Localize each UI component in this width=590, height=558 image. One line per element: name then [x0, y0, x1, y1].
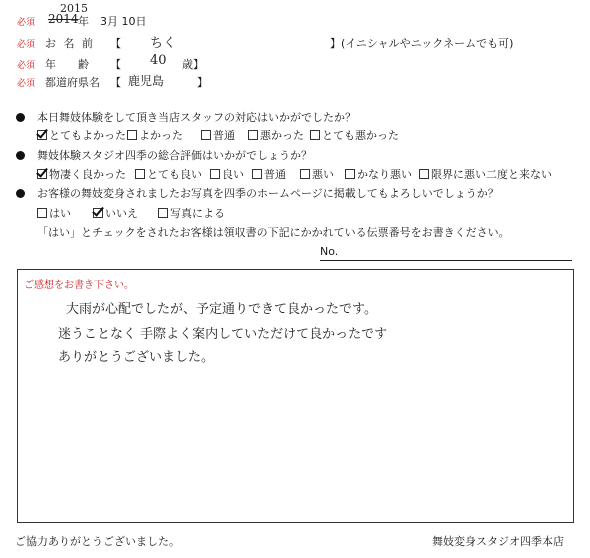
pref-value: 鹿児島 [128, 74, 165, 88]
comment-line-1: 大雨が心配でしたが、予定通りできて良かったです。 [66, 302, 377, 317]
name-label: お 名 前 [45, 37, 95, 50]
q1-option-3[interactable]: 普通 [201, 127, 235, 143]
q1-option-2[interactable]: よかった [127, 127, 183, 143]
year-written: 2015 [60, 2, 88, 15]
q1-option-5[interactable]: とても悪かった [310, 127, 399, 143]
checkbox-checked-icon[interactable] [37, 169, 47, 179]
age-close: 歳】 [182, 58, 204, 71]
q2-option-5[interactable]: 悪い [300, 166, 334, 182]
checkbox-icon[interactable] [310, 130, 320, 140]
required-label: 必須 [17, 18, 36, 28]
q2-option-3[interactable]: 良い [210, 166, 244, 182]
date-suffix: 年 3月 10日 [78, 15, 147, 28]
name-close-note: 】(イニシャルやニックネームでも可) [330, 37, 514, 50]
checkbox-icon[interactable] [158, 208, 168, 218]
checkbox-icon[interactable] [135, 169, 145, 179]
checkbox-icon[interactable] [252, 169, 262, 179]
checkbox-icon[interactable] [300, 169, 310, 179]
checkbox-icon[interactable] [419, 169, 429, 179]
checkbox-checked-icon[interactable] [93, 208, 103, 218]
name-open-bracket: 【 [110, 37, 121, 50]
pref-open-bracket: 【 [110, 76, 121, 89]
bullet-icon [16, 113, 25, 122]
pref-close: 】 [197, 76, 208, 89]
q1-option-4[interactable]: 悪かった [248, 127, 304, 143]
publish-note: 「はい」とチェックをされたお客様は領収書の下記にかかれている伝票番号をお書きください。 [37, 226, 510, 239]
q1-option-1[interactable]: とてもよかった [37, 127, 126, 143]
question-2: 舞妓体験スタジオ四季の総合評価はいかがでしょうか？ [37, 149, 312, 162]
age-open-bracket: 【 [110, 58, 121, 71]
comment-line-2: 迷うことなく 手際よく案内していただけて良かったです [58, 327, 388, 342]
question-1: 本日舞妓体験をして頂き当店スタッフの対応はいかがでしたか？ [37, 111, 356, 124]
required-label: 必須 [17, 61, 36, 71]
q3-option-2[interactable]: いいえ [93, 205, 138, 221]
name-value: ちく [150, 36, 177, 51]
checkbox-icon[interactable] [37, 208, 47, 218]
required-label: 必須 [17, 40, 36, 50]
q2-option-4[interactable]: 普通 [252, 166, 286, 182]
q2-option-6[interactable]: かなり悪い [345, 166, 412, 182]
q2-option-1[interactable]: 物凄く良かった [37, 166, 126, 182]
number-underline [320, 260, 572, 261]
required-label: 必須 [17, 79, 36, 89]
q2-option-7[interactable]: 限界に悪い二度と来ない [419, 166, 552, 182]
number-label: No. [320, 245, 339, 258]
year-struck: 2014 [48, 12, 79, 26]
pref-label: 都道府県名 [45, 76, 100, 89]
comment-line-3: ありがとうございました。 [58, 350, 215, 365]
question-3: お客様の舞妓変身されましたお写真を四季のホームページに掲載してもよろしいでしょうか？ [37, 187, 499, 200]
comment-box[interactable] [17, 269, 574, 523]
age-label: 年 齢 [45, 58, 89, 71]
checkbox-icon[interactable] [210, 169, 220, 179]
q2-option-2[interactable]: とても良い [135, 166, 202, 182]
bullet-icon [16, 189, 25, 198]
checkbox-icon[interactable] [345, 169, 355, 179]
age-value: 40 [150, 53, 167, 68]
checkbox-checked-icon[interactable] [37, 130, 47, 140]
footer-shop-name: 舞妓変身スタジオ四季本店 [432, 535, 564, 548]
bullet-icon [16, 151, 25, 160]
comment-hint: ご感想をお書き下さい。 [24, 280, 134, 291]
q3-option-3[interactable]: 写真による [158, 205, 225, 221]
checkbox-icon[interactable] [248, 130, 258, 140]
footer-thanks: ご協力ありがとうございました。 [15, 535, 180, 548]
checkbox-icon[interactable] [127, 130, 137, 140]
checkbox-icon[interactable] [201, 130, 211, 140]
q3-option-1[interactable]: はい [37, 205, 71, 221]
